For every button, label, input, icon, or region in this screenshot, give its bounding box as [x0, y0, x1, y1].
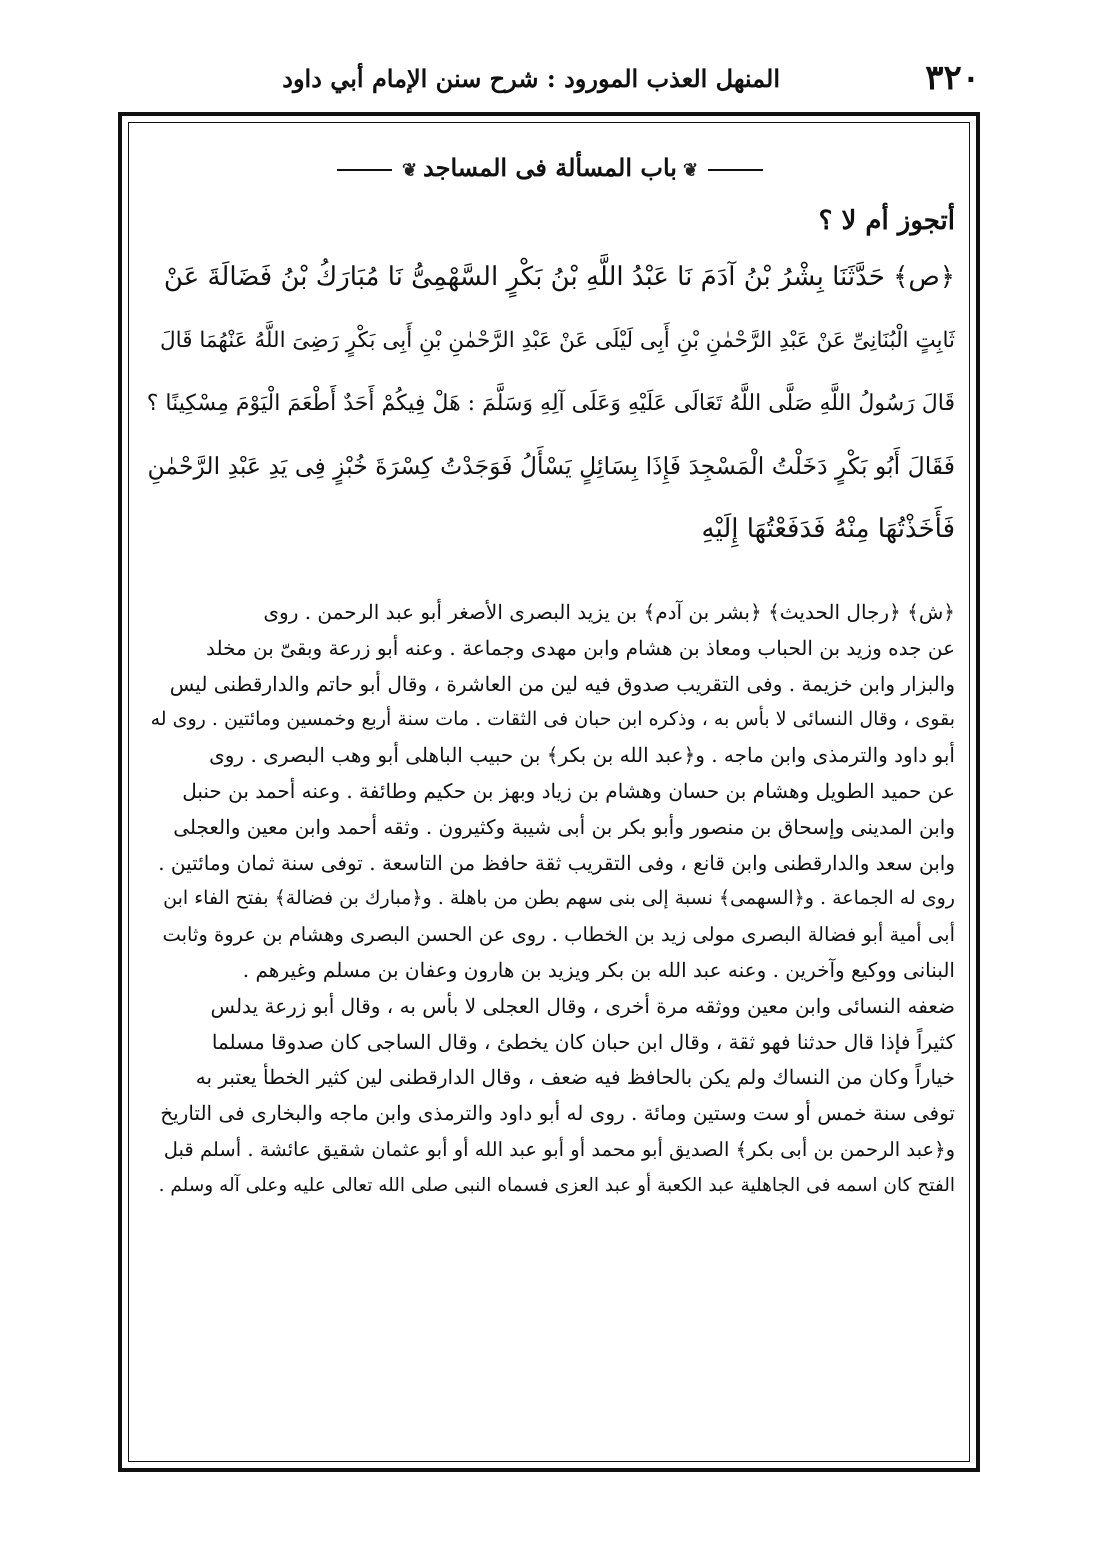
sharh-line: عن حميد الطويل وهشام بن حسان وهشام بن زياد وبهز بن حكيم وطائفة . وعنه أحمد بن حنبل	[182, 778, 955, 803]
matn-line: فَأَخَذْتُهَا مِنْهُ فَدَفَعْتُهَا إِلَيْهِ	[701, 514, 955, 544]
sharh-line: توفى سنة خمس أو ست وستين ومائة . روى له أبو داود والترمذى وابن ماجه والبخارى فى التاريخ	[160, 1101, 955, 1126]
commentary-text	[145, 595, 955, 1204]
sharh-line: البنانى ووكيع وآخرين . وعنه عبد الله بن بكر ويزيد بن هارون وعفان بن مسلم وغيرهم .	[242, 957, 955, 982]
sharh-line: خياراً وكان من النساك ولم يكن بالحافظ فيه ضعف ، وقال الدارقطنى لين كثير الخطأ يعتبر به	[195, 1065, 955, 1090]
sharh-line: أبى أمية أبو فضالة البصرى مولى زيد بن الخطاب . روى عن الحسن البصرى وهشام بن عروة وثابت	[162, 923, 955, 947]
sharh-line: أبو داود والترمذى وابن ماجه . و﴿عبد الله بن بكر﴾ بن حبيب الباهلى أبو وهب البصرى . روى	[209, 743, 955, 768]
sharh-line: والبزار وابن خزيمة . وفى التقريب صدوق فيه لين من العاشرة ، وقال أبو حاتم والدارقطنى ليس	[169, 671, 955, 696]
heading-rule-left	[337, 169, 392, 171]
section-gap	[145, 561, 955, 595]
running-header	[120, 58, 980, 108]
matn-line: قَالَ رَسُولُ اللَّهِ صَلَّى اللَّهُ تَعَالَى عَلَيْهِ وَعَلَى آلِهِ وَسَلَّمَ : هَلْ فِيكُمْ أَحَدٌ أَطْعَمَ الْيَوْمَ مِسْكِينًا ؟	[146, 391, 955, 416]
hadith-text	[145, 246, 955, 561]
page-number: ٣٢٠	[925, 58, 980, 98]
ornament-left-icon: ❦	[401, 160, 418, 181]
sharh-line: ضعفه النسائى وابن معين ووثقه مرة أخرى ، وقال العجلى لا بأس به ، وقال أبو زرعة يدلس	[210, 993, 955, 1018]
sharh-line: عن جده وزيد بن الحباب ومعاذ بن هشام وابن مهدى وجماعة . وعنه أبو زرعة وبقىّ بن مخلد	[205, 635, 955, 660]
sharh-line: ﴿ش﴾ ﴿رجال الحديث﴾ ﴿بشر بن آدم﴾ بن يزيد البصرى الأصغر أبو عبد الرحمن . روى	[263, 600, 955, 624]
chapter-title: باب المسألة فى المساجد	[423, 153, 677, 182]
running-title: المنهل العذب المورود : شرح سنن الإمام أبي داود	[282, 64, 780, 93]
heading-rule-right	[708, 169, 763, 171]
page-content	[145, 140, 955, 1455]
sharh-line: بقوى ، وقال النسائى لا بأس به ، وذكره ابن حبان فى الثقات . مات سنة أربع وخمسين ومائتين . روى له	[150, 708, 955, 731]
matn-line: ﴿ص﴾ حَدَّثَنَا بِشْرُ بْنُ آدَمَ نَا عَبْدُ اللَّهِ بْنُ بَكْرٍ السَّهْمِىُّ نَا مُبَارَكُ بْنُ فَضَالَةَ عَنْ	[163, 262, 955, 292]
sharh-line: الفتح كان اسمه فى الجاهلية عبد الكعبة أو عبد العزى فسماه النبى صلى الله تعالى عليه وعلى آله وسلم .	[158, 1174, 955, 1196]
matn-line: ثَابِتٍ الْبُنَانِىِّ عَنْ عَبْدِ الرَّحْمٰنِ بْنِ أَبِى لَيْلَى عَنْ عَبْدِ الرَّحْمٰنِ بْنِ أَبِى بَكْرٍ رَضِىَ اللَّهُ عَنْهُمَا قَالَ	[160, 328, 955, 353]
sharh-line: روى له الجماعة . و﴿السهمى﴾ نسبة إلى بنى سهم بطن من باهلة . و﴿مبارك بن فضالة﴾ بفتح الفاء ابن	[163, 887, 955, 910]
matn-line: فَقَالَ أَبُو بَكْرٍ دَخَلْتُ الْمَسْجِدَ فَإِذَا بِسَائِلٍ يَسْأَلُ فَوَجَدْتُ كِسْرَةَ خُبْزٍ فِى يَدِ عَبْدِ الرَّحْمٰنِ	[147, 452, 955, 480]
chapter-heading	[145, 140, 955, 196]
sharh-line: و﴿عبد الرحمن بن أبى بكر﴾ الصديق أبو محمد أو أبو عبد الله أو أبو عثمان شقيق عائشة . أسلم قبل	[163, 1137, 955, 1161]
ornament-right-icon: ❦	[682, 160, 699, 181]
sharh-line: وابن المدينى وإسحاق بن منصور وأبو بكر بن أبى شيبة وكثيرون . وثقه أحمد وابن معين والعجلى	[173, 814, 955, 839]
sharh-line: وابن سعد والدارقطنى وابن قانع ، وفى التقريب ثقة حافظ من التاسعة . توفى سنة ثمان ومائتين .	[158, 850, 955, 875]
sharh-line: كثيراً فإذا قال حدثنا فهو ثقة ، وقال ابن حبان كان يخطئ ، وقال الساجى كان صدوقا مسلما	[211, 1029, 955, 1054]
previous-chapter-tail: أتجوز أم لا ؟	[818, 206, 955, 236]
